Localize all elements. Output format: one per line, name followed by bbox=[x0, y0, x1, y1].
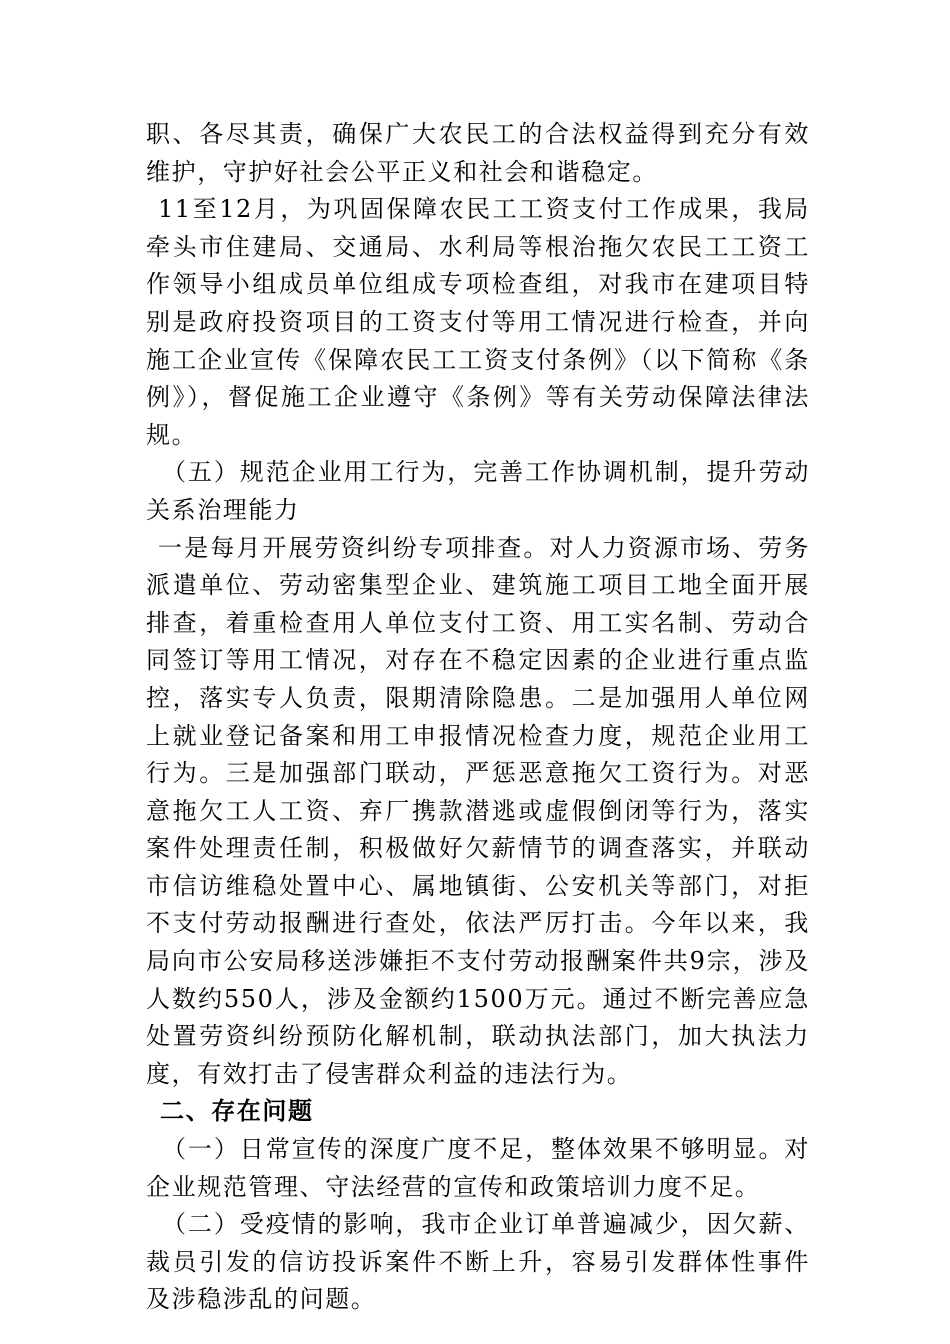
paragraph-issue-two: （二）受疫情的影响，我市企业订单普遍减少，因欠薪、裁员引发的信访投诉案件不断上升，容易引发群体性事件及涉稳涉乱的问题。 bbox=[146, 1210, 810, 1314]
paragraph-inspection: 11至12月，为巩固保障农民工工资支付工作成果，我局牵头市住建局、交通局、水利局等根治拖欠农民工工资工作领导小组成员单位组成专项检查组，对我市在建项目特别是政府投资项目的工资支付等用工情况进行检查，并向施工企业宣传《保障农民工工资支付条例》（以下简称《条例》），督促施工企业遵守《条例》等有关劳动保障法律法规。 bbox=[146, 195, 810, 449]
section-heading-problems: 二、存在问题 bbox=[160, 1097, 314, 1126]
paragraph-continuation: 职、各尽其责，确保广大农民工的合法权益得到充分有效维护，守护好社会公平正义和社会和谐稳定。 bbox=[146, 120, 810, 186]
paragraph-measures: 一是每月开展劳资纠纷专项排查。对人力资源市场、劳务派遣单位、劳动密集型企业、建筑施工项目工地全面开展排查，着重检查用人单位支付工资、用工实名制、劳动合同签订等用工情况，对存在不稳定因素的企业进行重点监控，落实专人负责，限期清除隐患。二是加强用人单位网上就业登记备案和用工申报情况检查力度，规范企业用工行为。三是加强部门联动，严惩恶意拖欠工资行为。对恶意拖欠工人工资、弃厂携款潜逃或虚假倒闭等行为，落实案件处理责任制，积极做好欠薪情节的调查落实，并联动市信访维稳处置中心、属地镇街、公安机关等部门，对拒不支付劳动报酬进行查处，依法严厉打击。今年以来，我局向市公安局移送涉嫌拒不支付劳动报酬案件共9宗，涉及人数约550人，涉及金额约1500万元。通过不断完善应急处置劳资纠纷预防化解机制，联动执法部门，加大执法力度，有效打击了侵害群众利益的违法行为。 bbox=[146, 533, 810, 1088]
paragraph-issue-one: （一）日常宣传的深度广度不足，整体效果不够明显。对企业规范管理、守法经营的宣传和政策培训力度不足。 bbox=[146, 1135, 810, 1201]
paragraph-subheading-five: （五）规范企业用工行为，完善工作协调机制，提升劳动关系治理能力 bbox=[146, 458, 810, 524]
document-page bbox=[146, 116, 810, 1319]
